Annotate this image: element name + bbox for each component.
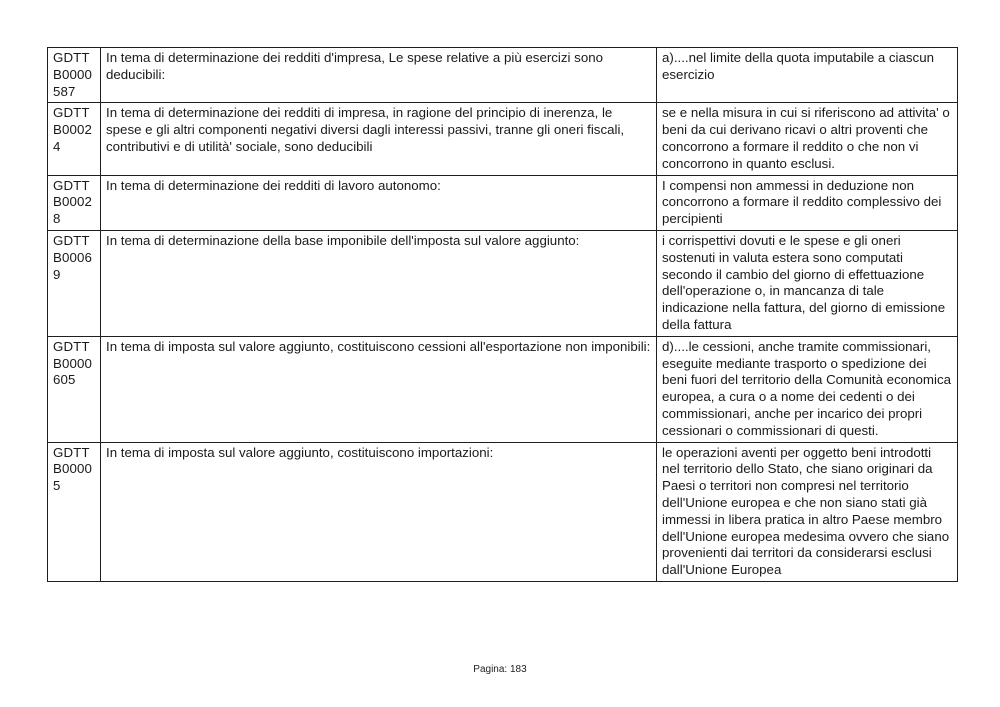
question-code: GDTT B0002 8: [48, 175, 101, 230]
question-code: GDTT B0000 5: [48, 442, 101, 581]
question-table-container: [47, 47, 957, 582]
table-row: [48, 336, 958, 442]
question-text: In tema di determinazione dei redditi di impresa, in ragione del principio di inerenza, le spese e gli altri componenti negativi diversi dagli interessi passivi, tranne gli oneri fiscali, contributivi e di utilità' sociale, sono deducibili: [101, 103, 657, 175]
question-table: [47, 47, 958, 582]
table-row: [48, 48, 958, 103]
answer-text: a)....nel limite della quota imputabile a ciascun esercizio: [657, 48, 958, 103]
answer-text: i corrispettivi dovuti e le spese e gli oneri sostenuti in valuta estera sono computati secondo il cambio del giorno di effettuazione dell'operazione o, in mancanza di tale indicazione nella fattura, del giorno di emissione della fattura: [657, 230, 958, 336]
question-code: GDTT B0006 9: [48, 230, 101, 336]
question-code: GDTT B0000 587: [48, 48, 101, 103]
table-row: [48, 442, 958, 581]
page-number: Pagina: 183: [473, 664, 527, 675]
answer-text: le operazioni aventi per oggetto beni introdotti nel territorio dello Stato, che siano originari da Paesi o territori non compresi nel territorio dell'Unione europea e che non siano stati già immessi in libera pratica in altro Paese membro dell'Unione europea medesima ovvero che siano provenienti dai territori da considerarsi esclusi dall'Unione Europea: [657, 442, 958, 581]
table-row: [48, 175, 958, 230]
question-text: In tema di imposta sul valore aggiunto, costituiscono importazioni:: [101, 442, 657, 581]
question-text: In tema di determinazione della base imponibile dell'imposta sul valore aggiunto:: [101, 230, 657, 336]
answer-text: d)....le cessioni, anche tramite commissionari, eseguite mediante trasporto o spedizione dei beni fuori del territorio della Comunità economica europea, a cura o a nome dei cedenti o dei commissionari, anche per incarico dei propri cessionari o commissionari di questi.: [657, 336, 958, 442]
answer-text: I compensi non ammessi in deduzione non concorrono a formare il reddito complessivo dei percipienti: [657, 175, 958, 230]
table-row: [48, 103, 958, 175]
question-text: In tema di determinazione dei redditi di lavoro autonomo:: [101, 175, 657, 230]
table-row: [48, 230, 958, 336]
question-code: GDTT B0002 4: [48, 103, 101, 175]
question-text: In tema di determinazione dei redditi d'impresa, Le spese relative a più esercizi sono deducibili:: [101, 48, 657, 103]
question-text: In tema di imposta sul valore aggiunto, costituiscono cessioni all'esportazione non imponibili:: [101, 336, 657, 442]
answer-text: se e nella misura in cui si riferiscono ad attivita' o beni da cui derivano ricavi o altri proventi che concorrono a formare il reddito o che non vi concorrono in quanto esclusi.: [657, 103, 958, 175]
question-code: GDTT B0000 605: [48, 336, 101, 442]
